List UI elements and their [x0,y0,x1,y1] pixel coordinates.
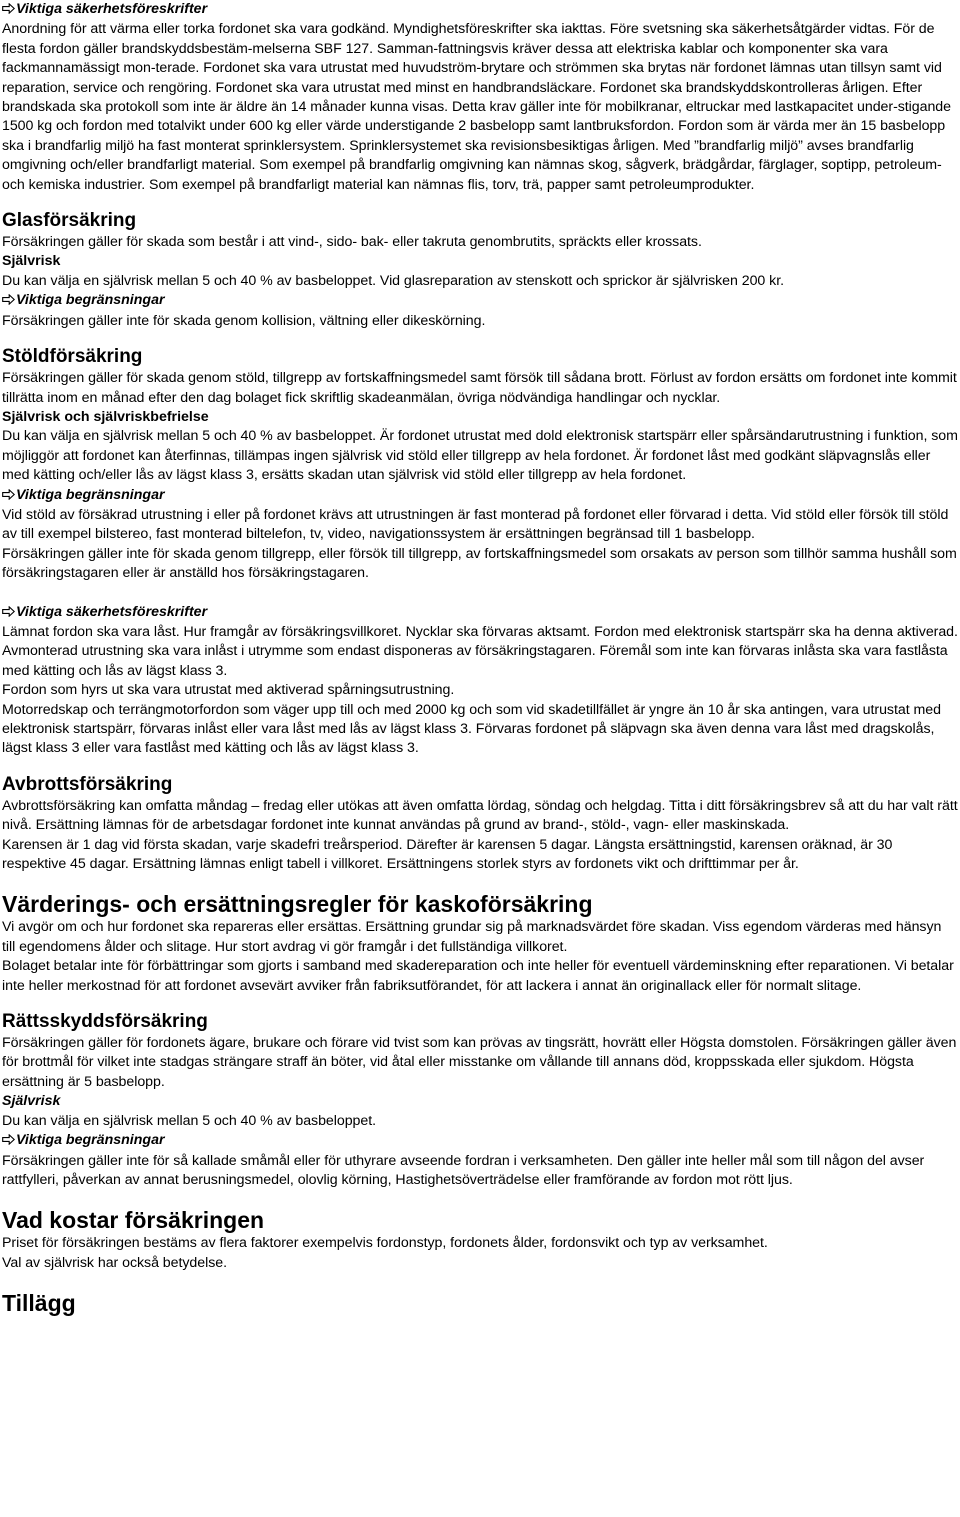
section-title-stold: Stöldförsäkring [2,346,143,368]
subheading-label: Viktiga begränsningar [16,1132,165,1149]
paragraph: Fordon som hyrs ut ska vara utrustat med aktiverad spårningsutrustning. [2,682,455,699]
subheading-limitations [2,486,958,506]
section-title-valuation: Värderings- och ersättningsregler för kaskoförsäkring [2,891,593,918]
paragraph: Lämnat fordon ska vara låst. Hur framgår av försäkringsvillkoret. Nycklar ska förvaras aktsamt. Fordon med elektronisk startspärr ska ha denna aktiverad. Avmonterad utrustning ska vara inlåst i utrymme som endast disponeras av försäkringstagaren. Föremål som inte kan förvaras inlåsta ska vara fastlåsta med kätting och lås av lägst klass 3. [2,623,958,679]
paragraph: Du kan välja en självrisk mellan 5 och 40 % av basbeloppet. Vid glasreparation av stenskott och sprickor är självrisken 200 kr. [2,272,784,289]
subheading-deductible: Självrisk [2,253,61,270]
paragraph: Val av självrisk har också betydelse. [2,1254,227,1271]
paragraph: Försäkringen gäller för skada som består i att vind-, sido- bak- eller takruta genombrutits, spräckts eller krossats. [2,234,702,251]
paragraph: Försäkringen gäller inte för skada genom tillgrepp, eller försök till tillgrepp, av fortskaffningsmedel som orsakats av person som tillhör samma hushåll som försäkringstagaren eller är anställd hos försäkringstagaren. [2,545,957,582]
section-title-cost: Vad kostar försäkringen [2,1207,265,1234]
subheading-deductible: Självrisk och självriskbefrielse [2,408,209,425]
subheading-label: Viktiga begränsningar [16,486,165,503]
paragraph: Försäkringen gäller inte för skada genom kollision, vältning eller dikeskörning. [2,312,486,329]
paragraph: Anordning för att värma eller torka fordonet ska vara godkänd. Myndighetsföreskrifter ska iakttas. Före svetsning ska säkerhetsåtgärder vidtas. För de flesta fordon gäller brandskyddsbestäm-melserna SBF 127. Samman-fattningsvis kräver dessa att elektriska kablar och komponenter ska vara fackmannamässigt mon-terade. Fordonet ska vara utrustat med huvudström-brytare och strömmen ska brytas när fordonet lämnas utan tillsyn samt vid reparation, service och rengöring. Fordonet ska vara utrustat med minst en handbrandsläckare. Fordonet ska brandskyddskontrolleras årligen. Efter brandskada ska protokoll som inte är äldre än 14 månader kunna visas. Detta krav gäller inte för mobilkranar, eltruckar med lastkapacitet under-stigande 1500 kg och fordon med totalvikt under 600 kg eller värde understigande 2 basbelopp samt lantbruksfordon. Fordon som är värda mer än 15 basbelopp ska i brandfarlig miljö ha fast monterat sprinklersystem. Sprinklersystemet ska revisionsbesiktigas årligen. Med ”brandfarlig miljö” avses brandfarlig omgivning och/eller brandfarligt material. Som exempel på brandfarlig omgivning kan nämnas skog, sågverk, brädgårdar, färglager, soptipp, petroleum- och kemiska industrier. Som exempel på brandfarligt material kan nämnas flis, torv, trä, papper samt petroleumprodukter. [2,21,951,193]
section-title-additions: Tillägg [2,1290,76,1317]
subheading-label: Viktiga säkerhetsföreskrifter [16,603,208,620]
subheading-limitations [2,1131,958,1151]
paragraph: Motorredskap och terrängmotorfordon som väger upp till och med 2000 kg och som vid skadetillfället är yngre än 10 år ska antingen, vara utrustat med elektronisk startspärr, förvaras inlåst eller vara låst med lås av lägst klass 3. Förvaras fordonet på släpvagn ska även denna vara låst med dragskolås, lägst klass 3 eller vara fastlåst med kätting och lås av lägst klass 3. [2,701,941,757]
subheading-deductible: Självrisk [2,1093,61,1110]
paragraph: Avbrottsförsäkring kan omfatta måndag – fredag eller utökas att även omfatta lördag, söndag och helgdag. Titta i ditt försäkringsbrev så att du har valt rätt nivå. Ersättning lämnas för de arbetsdagar fordonet inte kunnat användas på grund av brand-, stöld-, vagn- eller maskinskada. [2,797,958,834]
section-title-avbrott: Avbrottsförsäkring [2,773,173,795]
outline-right-arrow-icon [2,1132,15,1151]
section-title-legal: Rättsskyddsförsäkring [2,1011,208,1033]
subheading-safety-rules [2,603,958,623]
paragraph: Försäkringen gäller för fordonets ägare, brukare och förare vid tvist som kan prövas av tingsrätt, hovrätt eller Högsta domstolen. Försäkringen gäller även för brottmål för vilket inte stadgas strängare straff än böter, vid åtal eller misstanke om vållande till annans död, kroppsskada eller sjukdom. Högsta ersättning är 5 basbelopp. [2,1035,957,1090]
paragraph: Bolaget betalar inte för förbättringar som gjorts i samband med skadereparation och inte heller för eventuell värdeminskning efter reparationen. Vi betalar inte heller merkostnad för att fordonet avsevärt avviker från fabriksutförandet, för att lackera i annat än originallack eller för normalt slitage. [2,958,954,994]
subheading-safety-rules [2,0,958,20]
outline-right-arrow-icon [2,604,15,623]
paragraph: Vi avgör om och hur fordonet ska repareras eller ersättas. Ersättning grundar sig på marknadsvärdet före skadan. Viss egendom värderas med hänsyn till egendomens ålder och slitage. Hur stort avdrag vi gör framgår i det fullständiga villkoret. [2,919,942,955]
paragraph: Karensen är 1 dag vid första skadan, varje skadefri treårsperiod. Därefter är karensen 5 dagar. Längsta ersättningstid, karensen oräknad, är 30 respektive 45 dagar. Ersättning lämnas enligt tabell i villkoret. Ersättningens storlek styrs av fordonets vikt och drifttimmar per år. [2,836,893,873]
outline-right-arrow-icon [2,1,15,20]
subheading-limitations [2,291,958,311]
subheading-label: Viktiga säkerhetsföreskrifter [16,1,208,17]
subheading-label: Viktiga begränsningar [16,292,165,309]
paragraph: Försäkringen gäller för skada genom stöld, tillgrepp av fortskaffningsmedel samt försök till sådana brott. Förlust av fordon ersätts om fordonet inte kommit tillrätta inom en månad efter den dag bolaget fick skriftlig skadeanmälan, övriga nödvändiga handlingar och nycklar. [2,370,957,406]
paragraph: Försäkringen gäller inte för så kallade småmål eller för uthyrare avseende fordran i verksamheten. Den gäller inte heller mål som till någon del avser rattfylleri, påverkan av annat berusningsmedel, olovlig körning, Hastighetsöverträdelse eller framförande av fordon mot rött ljus. [2,1152,925,1188]
paragraph: Du kan välja en självrisk mellan 5 och 40 % av basbeloppet. [2,1112,377,1129]
paragraph: Du kan välja en självrisk mellan 5 och 40 % av basbeloppet. Är fordonet utrustat med dold elektronisk startspärr eller spårsändarutrustning i funktion, som möjliggör att fordonet kan återfinnas, tillämpas ingen självrisk vid stöld eller tillgrepp av hela fordonet. Är fordonet låst med godkänt släpvagnslås eller med kätting och/eller lås av lägst klass 3, ersätts skadan utan självrisk vid stöld eller tillgrepp av hela fordonet. [2,428,958,484]
section-title-glas: Glasförsäkring [2,210,137,232]
outline-right-arrow-icon [2,292,15,311]
outline-right-arrow-icon [2,487,15,506]
paragraph: Priset för försäkringen bestäms av flera faktorer exempelvis fordonstyp, fordonets ålder, fordonsvikt och typ av verksamhet. [2,1235,768,1252]
paragraph: Vid stöld av försäkrad utrustning i eller på fordonet krävs att utrustningen är fast monterad på fordonet eller förvarad i detta. Vid stöld eller försök till stöld av till exempel bilstereo, fast monterad biltelefon, tv, video, navigationssystem är ersättningen begränsad till 1 basbelopp. [2,506,949,543]
